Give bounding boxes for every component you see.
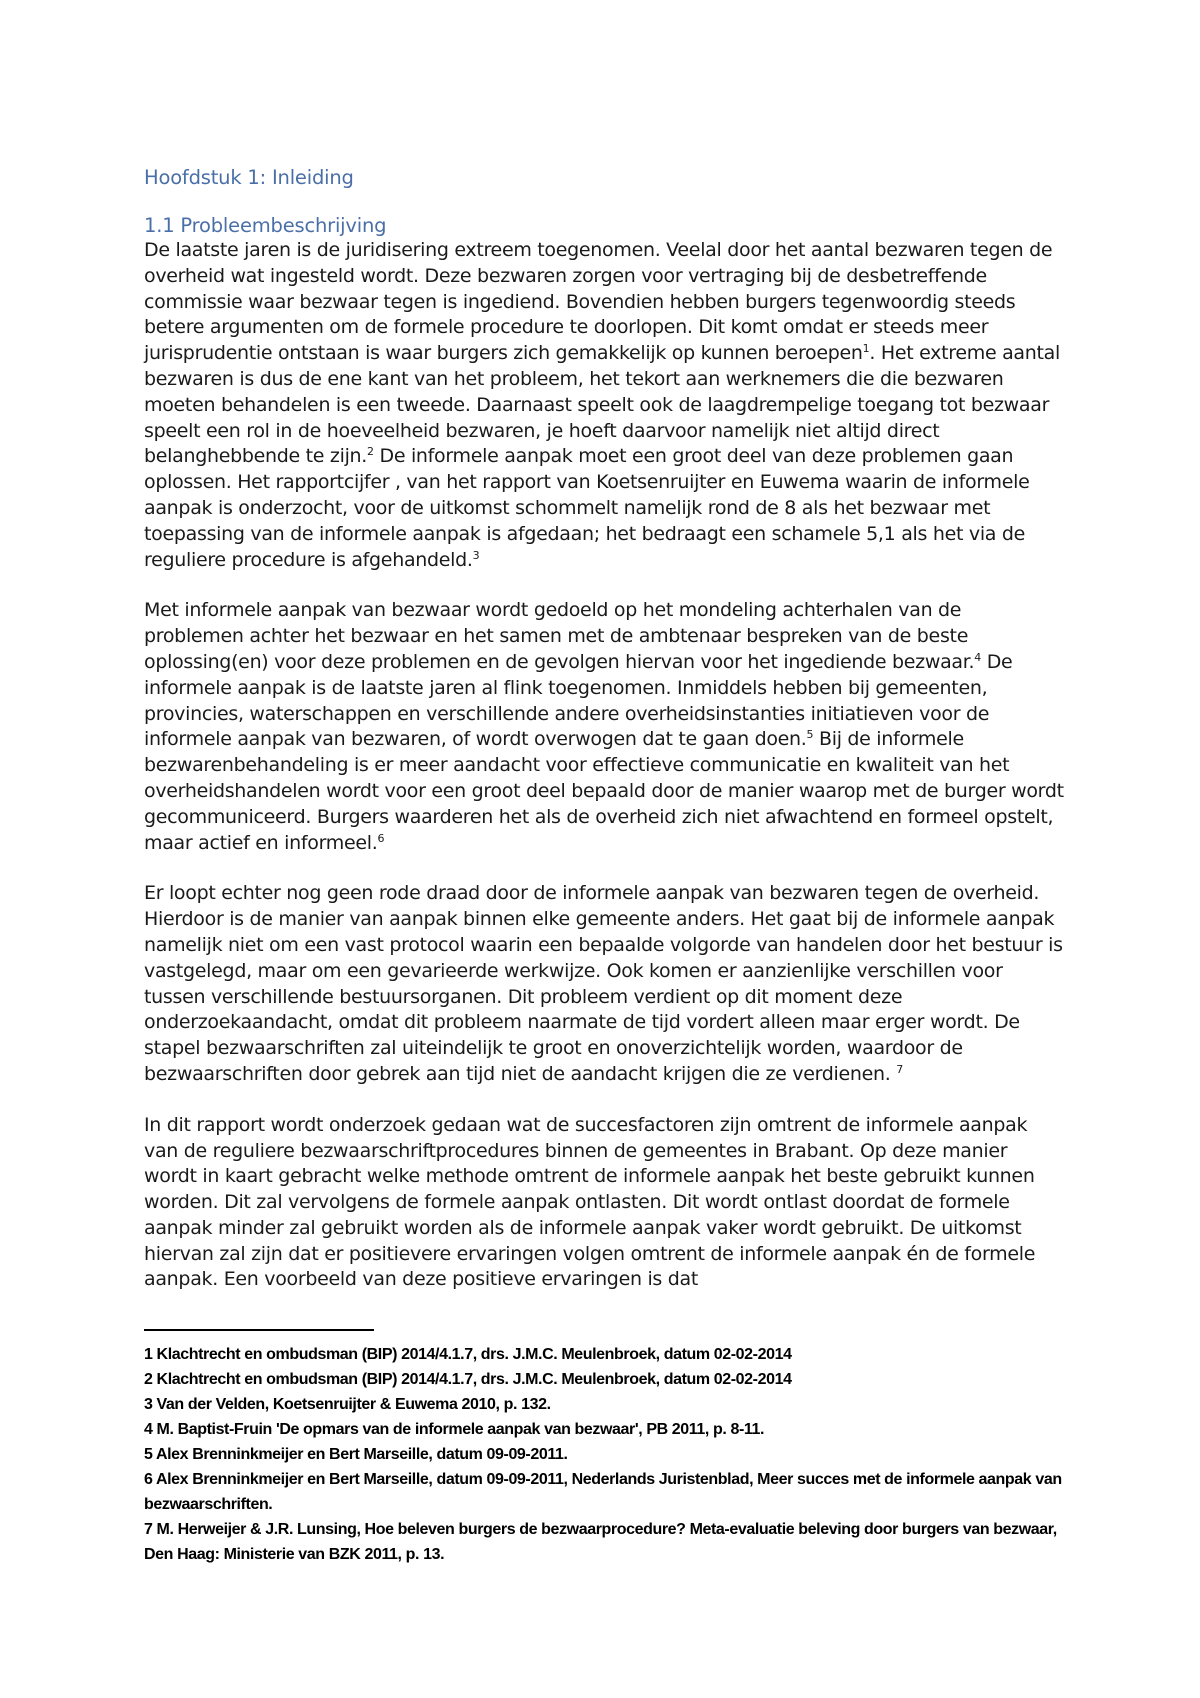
paragraph-text: Bij de informele bezwarenbehandeling is er meer aandacht voor effectieve communicatie en kwaliteit van het overheidshandelen wordt voor een groot deel bepaald door de manier waarop met de burger wordt gecommuniceerd. Burgers waarderen het als de overheid zich niet afwachtend en formeel opstelt, maar actief en informeel. [144, 728, 1064, 854]
paragraph-text: De informele aanpak is de laatste jaren al flink toegenomen. Inmiddels hebben bij gemeenten, provincies, waterschappen en verschillende andere overheidsinstanties initiatieven voor de informele aanpak van bezwaren, of wordt overwogen dat te gaan doen. [144, 650, 1013, 751]
section-title: 1.1 Probleembeschrijving [144, 214, 387, 237]
footnote-ref[interactable]: 3 [472, 548, 480, 562]
footnote-ref[interactable]: 6 [377, 831, 385, 845]
footnote-ref[interactable]: 1 [862, 342, 870, 356]
footnote: 2 Klachtrecht en ombudsman (BIP) 2014/4.1.7, drs. J.M.C. Meulenbroek, datum 02-02-2014 [144, 1371, 792, 1388]
footnote: 5 Alex Brenninkmeijer en Bert Marseille, datum 09-09-2011. [144, 1446, 568, 1463]
paragraph [144, 881, 1064, 1087]
paragraph-text: In dit rapport wordt onderzoek gedaan wat de succesfactoren zijn omtrent de informele aanpak van de reguliere bezwaarschriftprocedures binnen de gemeentes in Brabant. Op deze manier wordt in kaart gebracht welke methode omtrent de informele aanpak het beste gebruikt kunnen worden. Dit zal vervolgens de formele aanpak ontlasten. Dit wordt ontlast doordat de formele aanpak minder zal gebruikt worden als de informele aanpak vaker wordt gebruikt. De uitkomst hiervan zal zijn dat er positievere ervaringen volgen omtrent de informele aanpak én de formele aanpak. Een voorbeeld van deze positieve ervaringen is dat [144, 1113, 1036, 1291]
paragraph-text: Met informele aanpak van bezwaar wordt gedoeld op het mondeling achterhalen van de problemen achter het bezwaar en het samen met de ambtenaar bespreken van de beste oplossing(en) voor deze problemen en de gevolgen hiervan voor het ingediende bezwaar. [144, 599, 975, 673]
page-body [144, 165, 1064, 1318]
paragraph-text: De informele aanpak moet een groot deel van deze problemen gaan oplossen. Het rapportcijfer , van het rapport van Koetsenruijter en Euwema waarin de informele aanpak is onderzocht, voor de uitkomst schommelt namelijk rond de 8 als het bezwaar met toepassing van de informele aanpak is afgedaan; het bedraagt een schamele 5,1 als het via de reguliere procedure is afgehandeld. [144, 445, 1030, 571]
footnote: 4 M. Baptist-Fruin 'De opmars van de informele aanpak van bezwaar', PB 2011, p. 8-11. [144, 1421, 765, 1438]
paragraph-text: De laatste jaren is de juridisering extreem toegenomen. Veelal door het aantal bezwaren tegen de overheid wat ingesteld wordt. Deze bezwaren zorgen voor vertraging bij de desbetreffende commissie waar bezwaar tegen is ingediend. Bovendien hebben burgers tegenwoordig steeds betere argumenten om de formele procedure te doorlopen. Dit komt omdat er steeds meer jurisprudentie ontstaan is waar burgers zich gemakkelijk op kunnen beroepen [144, 239, 1053, 365]
paragraph [144, 598, 1064, 856]
footnote: 7 M. Herweijer & J.R. Lunsing, Hoe beleven burgers de bezwaarprocedure? Meta-evaluatie beleving door burgers van bezwaar, Den Haag: Ministerie van BZK 2011, p. 13. [144, 1521, 1057, 1563]
footnote-ref[interactable]: 7 [896, 1062, 903, 1076]
chapter-title: Hoofdstuk 1: Inleiding [144, 166, 354, 189]
paragraph [144, 238, 1064, 573]
footnotes [144, 1342, 1064, 1567]
footnote-separator [144, 1329, 374, 1331]
paragraph-text: . Het extreme aantal bezwaren is dus de ene kant van het probleem, het tekort aan werknemers die die bezwaren moeten behandelen is een tweede. Daarnaast speelt ook de laagdrempelige toegang tot bezwaar speelt een rol in de hoeveelheid bezwaren, je hoeft daarvoor namelijk niet altijd direct belanghebbende te zijn. [144, 342, 1060, 468]
footnote: 6 Alex Brenninkmeijer en Bert Marseille, datum 09-09-2011, Nederlands Juristenblad, Meer succes met de informele aanpak van bezwaarschriften. [144, 1471, 1062, 1513]
footnote-ref[interactable]: 5 [806, 728, 814, 742]
paragraph-text: Er loopt echter nog geen rode draad door de informele aanpak van bezwaren tegen de overheid. Hierdoor is de manier van aanpak binnen elke gemeente anders. Het gaat bij de informele aanpak namelijk niet om een vast protocol waarin een bepaalde volgorde van handelen door het bestuur is vastgelegd, maar om een gevarieerde werkwijze. Ook komen er aanzienlijke verschillen voor tussen verschillende bestuursorganen. Dit probleem verdient op dit moment deze onderzoekaandacht, omdat dit probleem naarmate de tijd vordert alleen maar erger wordt. De stapel bezwaarschriften zal uiteindelijk te groot en onoverzichtelijk worden, waardoor de bezwaarschriften door gebrek aan tijd niet de aandacht krijgen die ze verdienen. [144, 882, 1063, 1085]
footnote: 3 Van der Velden, Koetsenruijter & Euwema 2010, p. 132. [144, 1396, 551, 1413]
footnote: 1 Klachtrecht en ombudsman (BIP) 2014/4.1.7, drs. J.M.C. Meulenbroek, datum 02-02-2014 [144, 1346, 792, 1363]
footnote-ref[interactable]: 4 [974, 650, 981, 664]
footnote-ref[interactable]: 2 [367, 445, 374, 459]
paragraph [144, 1113, 1064, 1294]
